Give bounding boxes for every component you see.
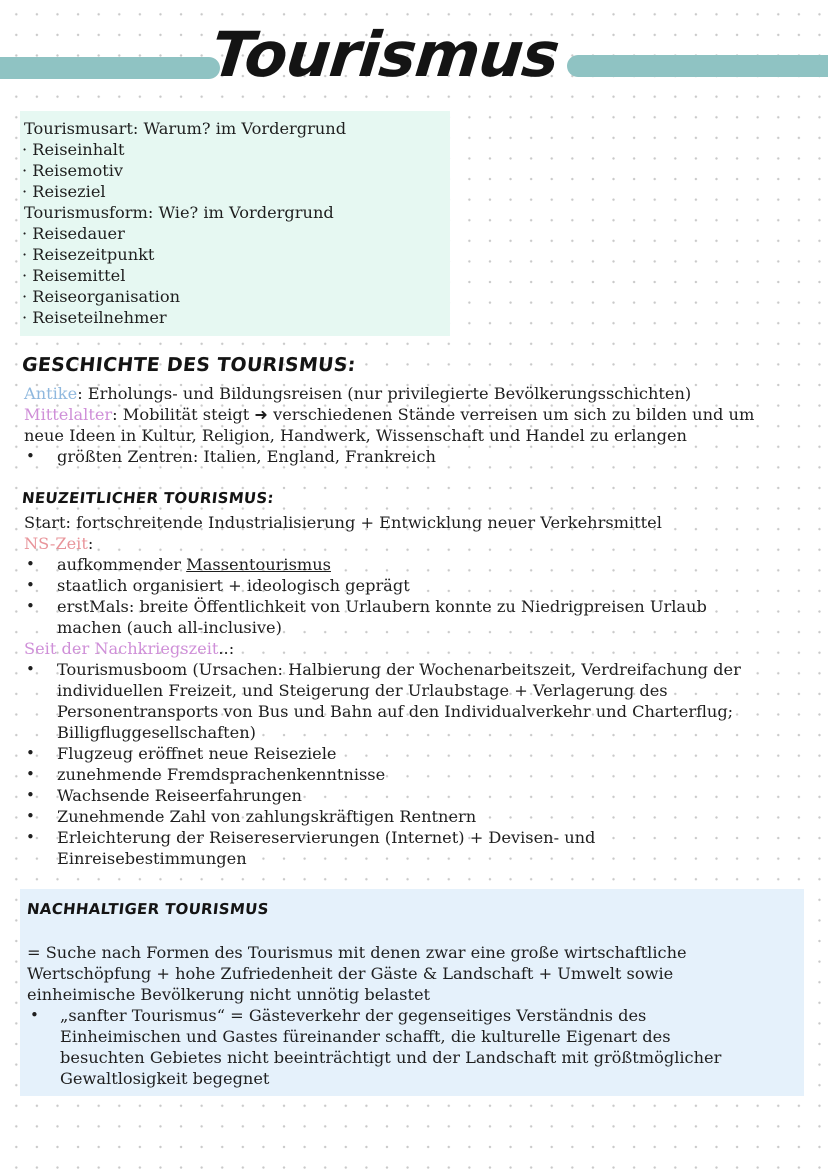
bullet-icon: •	[26, 786, 35, 804]
bullet-icon: •	[26, 576, 35, 594]
list-item-continuation: machen (auch all-inclusive)	[57, 618, 282, 637]
ns-zeit-line	[24, 533, 93, 554]
list-item: Tourismusboom (Ursachen: Halbierung der Wochenarbeitszeit, Verdreifachung der	[57, 660, 741, 679]
header-accent-bar-left	[0, 57, 220, 79]
ns-zeit-term: NS-Zeit	[24, 534, 88, 553]
ns-zeit-suffix: :	[87, 534, 94, 553]
list-item: „sanfter Tourismus“ = Gästeverkehr der gegenseitiges Verständnis des	[60, 1006, 647, 1025]
list-item: · Reisezeitpunkt	[22, 245, 155, 264]
list-item: · Reisemotiv	[22, 161, 124, 180]
nachkriegszeit-term: Seit der Nachkriegszeit	[24, 639, 219, 658]
list-item: Flugzeug eröffnet neue Reiseziele	[57, 744, 337, 763]
list-item-continuation: Billigfluggesellschaften)	[57, 723, 257, 742]
bullet-icon: •	[26, 765, 35, 783]
list-item: größten Zentren: Italien, England, Frankreich	[57, 447, 436, 466]
list-item: Wachsende Reiseerfahrungen	[57, 786, 302, 805]
nachhaltig-heading: NACHHALTIGER TOURISMUS	[26, 900, 270, 918]
list-item: · Reiseinhalt	[22, 140, 125, 159]
list-item-continuation: Gewaltlosigkeit begegnet	[60, 1069, 270, 1088]
geschichte-heading: GESCHICHTE DES TOURISMUS:	[20, 354, 357, 376]
list-item-continuation: Einheimischen und Gastes füreinander schafft, die kulturelle Eigenart des	[60, 1027, 671, 1046]
list-item: staatlich organisiert + ideologisch geprägt	[57, 576, 410, 595]
nachhaltig-definition-line: einheimische Bevölkerung nicht unnötig belastet	[27, 985, 431, 1004]
list-item-continuation: besuchten Gebietes nicht beeinträchtigt und der Landschaft mit größtmöglicher	[60, 1048, 722, 1067]
antike-text: : Erholungs- und Bildungsreisen (nur privilegierte Bevölkerungsschichten)	[77, 384, 692, 403]
list-item: zunehmende Fremdsprachenkenntnisse	[57, 765, 386, 784]
bullet-icon: •	[26, 447, 35, 465]
mittelalter-line	[24, 404, 754, 425]
list-item: · Reiseziel	[22, 182, 106, 201]
bullet-icon: •	[26, 744, 35, 762]
list-item	[57, 554, 331, 575]
list-item: Erleichterung der Reisereservierungen (Internet) + Devisen- und	[57, 828, 596, 847]
list-item: · Reisemittel	[22, 266, 126, 285]
bullet-icon: •	[26, 807, 35, 825]
mittelalter-term: Mittelalter	[24, 405, 113, 424]
bullet-icon: •	[26, 555, 35, 573]
ns-bullet-1-underlined: Massentourismus	[186, 555, 331, 574]
list-item: erstMals: breite Öffentlichkeit von Urlaubern konnte zu Niedrigpreisen Urlaub	[57, 597, 707, 616]
list-item-continuation: individuellen Freizeit, und Steigerung der Urlaubstage + Verlagerung des	[57, 681, 668, 700]
tourismusform-line: Tourismusform: Wie? im Vordergrund	[24, 203, 334, 222]
bullet-icon: •	[30, 1006, 39, 1024]
bullet-icon: •	[26, 660, 35, 678]
mittelalter-line-2: neue Ideen in Kultur, Religion, Handwerk, Wissenschaft und Handel zu erlangen	[24, 426, 687, 445]
nachkriegszeit-suffix: ..:	[218, 639, 235, 658]
header-accent-bar-right	[567, 55, 828, 77]
list-item-continuation: Einreisebestimmungen	[57, 849, 247, 868]
bullet-icon: •	[26, 828, 35, 846]
list-item: · Reiseorganisation	[22, 287, 181, 306]
neuzeit-start-line: Start: fortschreitende Industrialisierung + Entwicklung neuer Verkehrsmittel	[24, 513, 662, 532]
tourismusart-line: Tourismusart: Warum? im Vordergrund	[24, 119, 347, 138]
neuzeit-heading: NEUZEITLICHER TOURISMUS:	[21, 489, 275, 507]
list-item: · Reiseteilnehmer	[22, 308, 167, 327]
nachhaltig-definition-line: Wertschöpfung + hohe Zufriedenheit der Gäste & Landschaft + Umwelt sowie	[27, 964, 674, 983]
antike-line	[24, 383, 691, 404]
antike-term: Antike	[24, 384, 78, 403]
nachkriegszeit-line	[24, 638, 234, 659]
bullet-icon: •	[26, 597, 35, 615]
mittelalter-text: : Mobilität steigt ➜ verschiedenen Stände verreisen um sich zu bilden und um	[112, 405, 755, 424]
ns-bullet-1-prefix: aufkommender	[57, 555, 187, 574]
list-item-continuation: Personentransports von Bus und Bahn auf den Individualverkehr und Charterflug;	[57, 702, 734, 721]
list-item: Zunehmende Zahl von zahlungskräftigen Rentnern	[57, 807, 477, 826]
page-title: Tourismus	[207, 18, 563, 91]
list-item: · Reisedauer	[22, 224, 125, 243]
nachhaltig-definition-line: = Suche nach Formen des Tourismus mit denen zwar eine große wirtschaftliche	[27, 943, 687, 962]
